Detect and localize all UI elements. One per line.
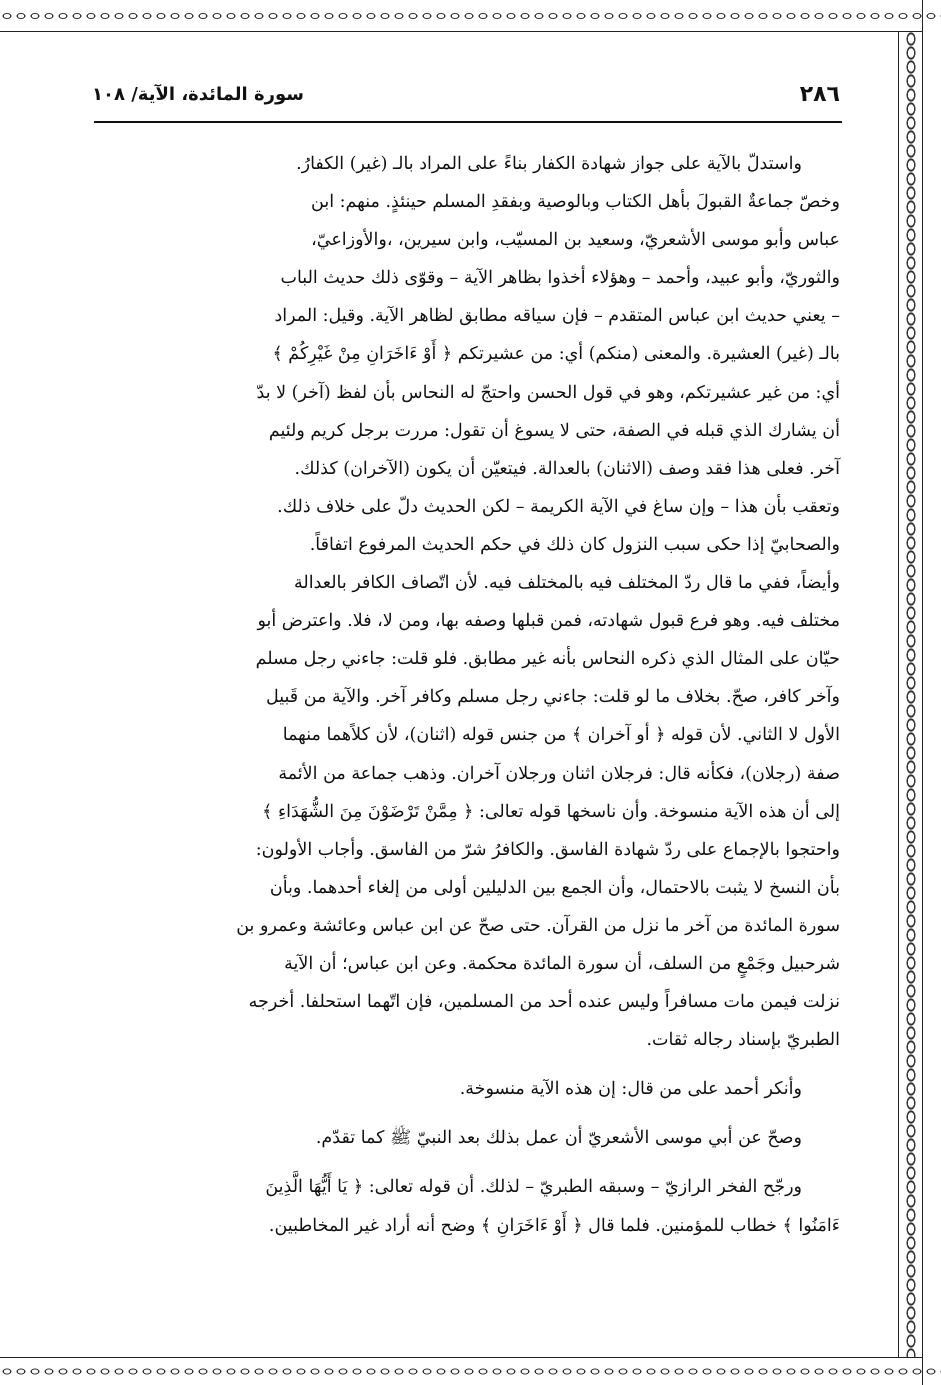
text-line: نزلت فيمن مات مسافراً وليس عنده أحد من المسلمين، فإن اتّهما استحلفا. أخرجه [248, 992, 840, 1013]
text-line: مختلف فيه. وهو فرع قبول شهادته، فمن قبلها وصفه بها، ومن لا، فلا. واعترض أبو [257, 611, 840, 632]
page-header [92, 78, 840, 118]
text-line: ورجّح الفخر الرازيّ – وسبقه الطبريّ – لذلك. أن قوله تعالى: ﴿ يَا أَيُّهَا الَّذِينَ [265, 1177, 802, 1198]
border-rule-top [0, 31, 923, 32]
paragraph-gap [120, 1059, 840, 1070]
decorative-border-top [0, 0, 941, 32]
text-line: أي: من غير عشيرتكم، وهو في قول الحسن واحتجّ له النحاس بأن لفظ (آخر) لا بدّ [256, 382, 840, 403]
text-line: شرحبيل وجَمْعٍ من السلف، أن سورة المائدة محكمة. وعن ابن عباس؛ أن الآية [284, 953, 840, 974]
paragraph-gap [120, 1108, 840, 1119]
text-line: حيّان على المثال الذي ذكره النحاس بأنه غير مطابق. فلو قلت: جاءني رجل مسلم [255, 649, 840, 670]
paragraph-2: وأنكر أحمد على من قال: إن هذه الآية منسوخة. [459, 1079, 802, 1100]
paragraph-4 [120, 1168, 840, 1244]
text-line: أن يشارك الذي قبله في الصفة، حتى لا يسوغ أن تقول: مررت برجل كريم ولئيم [268, 420, 840, 441]
main-text [120, 145, 840, 1245]
text-line: واستدلّ بالآية على جواز شهادة الكفار بناءً على المراد بالـ (غير) الكفارُ. [296, 154, 802, 174]
text-line: بأن النسخ لا يثبت بالاحتمال، وأن الجمع بين الدليلين أولى من إلغاء أحدهما. وبأن [269, 877, 840, 898]
text-line: بالـ (غير) العشيرة. والمعنى (منكم) أي: من عشيرتكم ﴿ أَوْ ءَاخَرَانِ مِنْ غَيْرِكُمْ ﴾ [272, 344, 840, 365]
text-line: والصحابيّ إذا حكى سبب النزول كان ذلك في حكم الحديث المرفوع اتفاقاً. [309, 534, 840, 555]
text-line: – يعني حديث ابن عباس المتقدم – فإن سياقه مطابق لظاهر الآية. وقيل: المراد [274, 306, 840, 327]
border-rule-right-outer [922, 0, 923, 1385]
running-title: سورة المائدة، الآية/ ١٠٨ [92, 84, 304, 105]
decorative-border-bottom [0, 1358, 941, 1385]
text-line: وأيضاً، ففي ما قال ردّ المختلف فيه بالمختلف فيه. لأن اتّصاف الكافر بالعدالة [294, 573, 840, 594]
header-rule [94, 121, 842, 123]
border-rule-bottom [0, 1357, 923, 1358]
text-line: آخر. فعلى هذا فقد وصف (الاثنان) بالعدالة. فيتعيّن أن يكون (الآخران) كذلك. [294, 458, 840, 479]
text-line: إلى أن هذه الآية منسوخة. وأن ناسخها قوله تعالى: ﴿ مِمَّنْ تَرْضَوْنَ مِنَ الشُّهَدَاءِ ﴾ [262, 801, 840, 822]
text-line: الطبريّ بإسناد رجاله ثقات. [646, 1030, 840, 1051]
text-line: ءَامَنُوا ﴾ خطاب للمؤمنين. فلما قال ﴿ أَوْ ءَاخَرَانِ ﴾ وضح أنه أراد غير المخاطبين. [268, 1215, 840, 1236]
text-line: وتعقب بأن هذا – وإن ساغ في الآية الكريمة – لكن الحديث دلّ على خلاف ذلك. [277, 496, 840, 517]
text-line: واحتجوا بالإجماع على ردّ شهادة الفاسق. والكافرُ شرّ من الفاسق. وأجاب الأولون: [255, 839, 840, 860]
text-line: وآخر كافر، صحّ. بخلاف ما لو قلت: جاءني رجل مسلم وكافر آخر. والآية من قَبيل [265, 687, 840, 708]
text-line: سورة المائدة من آخر ما نزل من القرآن. حتى صحّ عن ابن عباس وعائشة وعمرو بن [236, 915, 840, 936]
decorative-border-right [899, 32, 923, 1358]
text-line: صفة (رجلان)، فكأنه قال: فرجلان اثنان ورجلان آخران. وذهب جماعة من الأئمة [278, 763, 840, 784]
border-rule-right-inner [898, 31, 899, 1358]
text-line: والثوريّ، وأبو عبيد، وأحمد – وهؤلاء أخذوا بظاهر الآية – وقوّى ذلك حديث الباب [280, 268, 840, 289]
paragraph-gap [120, 1157, 840, 1168]
text-line: عباس وأبو موسى الأشعريّ، وسعيد بن المسيّب، وابن سيرين، ،والأوزاعيّ، [311, 230, 840, 251]
page-number: ٢٨٦ [799, 82, 840, 107]
paragraph-3: وصحّ عن أبي موسى الأشعريّ أن عمل بذلك بعد النبيّ ﷺ كما تقدّم. [315, 1128, 802, 1149]
paragraph-1 [120, 145, 840, 1059]
text-line: وخصّ جماعةٌ القبولَ بأهل الكتاب وبالوصية وبفقدِ المسلم حينئذٍ. منهم: ابن [311, 192, 840, 213]
text-line: الأول لا الثاني. لأن قوله ﴿ أو آخران ﴾ من جنس قوله (اثنان)، لأن كلاًهما منهما [282, 725, 840, 746]
